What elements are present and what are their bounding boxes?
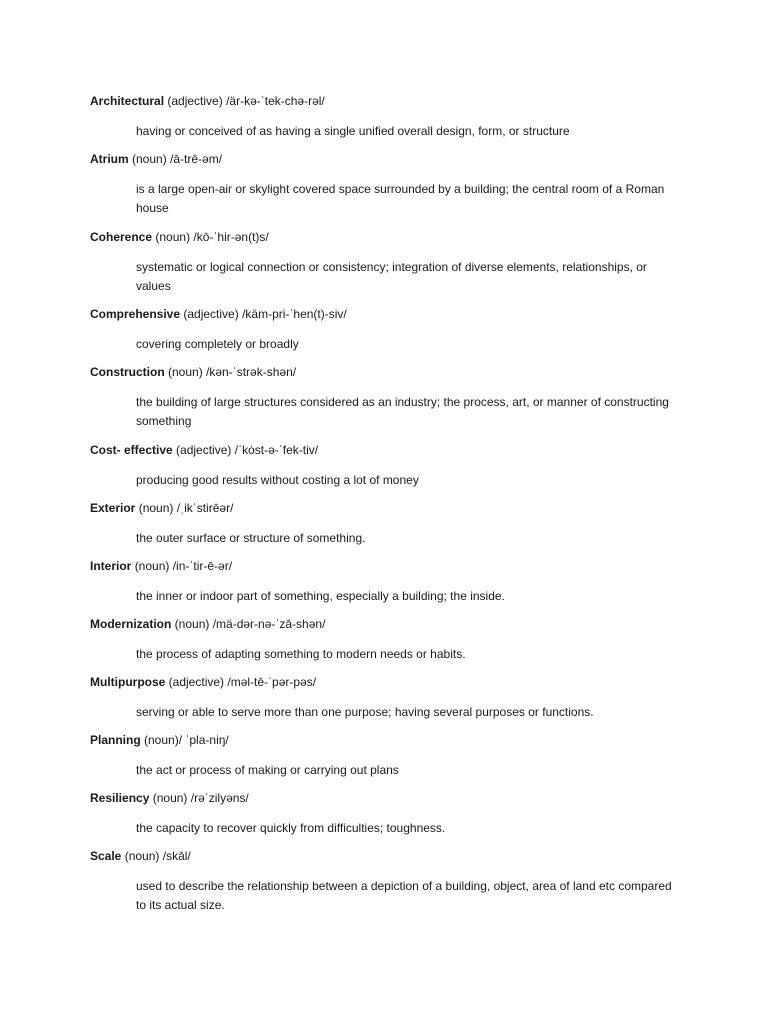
entry-part-of-speech: (noun)	[152, 791, 188, 805]
entry-definition: the inner or indoor part of something, especially a building; the inside.	[136, 589, 505, 603]
entry-pronunciation: /ā-trē-əm/	[170, 152, 223, 166]
entry-definition: the capacity to recover quickly from difficulties; toughness.	[136, 821, 446, 835]
entry-definition: used to describe the relationship between a depiction of a building, object, area of land etc compared to its actual size.	[136, 879, 672, 912]
entry-heading	[90, 443, 318, 457]
entry-pronunciation: /är-kə-ˈtek-chə-rəl/	[226, 94, 325, 108]
entry-term: Comprehensive	[90, 307, 181, 321]
entry-part-of-speech: (noun)/	[144, 733, 183, 747]
entry-term: Exterior	[90, 501, 136, 515]
entry-part-of-speech: (adjective)	[183, 307, 239, 321]
entry-pronunciation: /kō-ˈhir-ən(t)s/	[193, 230, 269, 244]
entry-heading	[90, 230, 269, 244]
entry-definition: serving or able to serve more than one purpose; having several purposes or functions.	[136, 705, 594, 719]
entry-heading	[90, 849, 191, 863]
entry-part-of-speech: (noun)	[155, 230, 191, 244]
entry-part-of-speech: (adjective)	[176, 443, 232, 457]
entry-pronunciation: /kən-ˈstrək-shən/	[206, 365, 297, 379]
entry-pronunciation: /ˈkȯst-ə-ˈfek-tiv/	[234, 443, 319, 457]
entry-heading	[90, 152, 222, 166]
entry-term: Cost- effective	[90, 443, 173, 457]
entry-heading	[90, 307, 347, 321]
entry-pronunciation: /käm-pri-ˈhen(t)-siv/	[242, 307, 347, 321]
entry-term: Architectural	[90, 94, 165, 108]
entry-definition: the building of large structures considered as an industry; the process, art, or manner of constructing something	[136, 395, 669, 428]
entry-definition: is a large open-air or skylight covered space surrounded by a building; the central room of a Roman house	[136, 182, 665, 215]
entry-heading	[90, 365, 296, 379]
entry-part-of-speech: (adjective)	[168, 675, 225, 689]
entry-part-of-speech: (noun)	[174, 617, 210, 631]
entry-definition: producing good results without costing a lot of money	[136, 473, 419, 487]
entry-term: Modernization	[90, 617, 172, 631]
entry-definition: the outer surface or structure of something.	[136, 531, 366, 545]
entry-term: Atrium	[90, 152, 129, 166]
entry-definition: systematic or logical connection or consistency; integration of diverse elements, relationships, or values	[136, 260, 647, 293]
entry-term: Resiliency	[90, 791, 150, 805]
entry-part-of-speech: (noun)	[124, 849, 160, 863]
entry-definition: the act or process of making or carrying out plans	[136, 763, 399, 777]
entry-heading	[90, 675, 316, 689]
entry-part-of-speech: (noun)	[132, 152, 167, 166]
entry-heading	[90, 617, 325, 631]
entry-heading	[90, 559, 232, 573]
entry-pronunciation: /ˌikˈstirēər/	[176, 501, 234, 515]
entry-pronunciation: /mä-dər-nə-ˈzā-shən/	[212, 617, 326, 631]
entry-heading	[90, 501, 233, 515]
entry-pronunciation: /məl-tē-ˈpər-pəs/	[227, 675, 317, 689]
entry-heading	[90, 791, 249, 805]
entry-definition: having or conceived of as having a single unified overall design, form, or structure	[136, 124, 570, 138]
entry-term: Planning	[90, 733, 141, 747]
entry-part-of-speech: (adjective)	[167, 94, 223, 108]
entry-definition: covering completely or broadly	[136, 337, 299, 351]
entry-term: Multipurpose	[90, 675, 166, 689]
entry-heading	[90, 733, 229, 747]
entry-part-of-speech: (noun)	[138, 501, 174, 515]
entry-part-of-speech: (noun)	[168, 365, 203, 379]
entry-term: Coherence	[90, 230, 153, 244]
entry-pronunciation: ˈpla-niŋ/	[185, 733, 229, 747]
entry-heading	[90, 94, 325, 108]
entry-term: Scale	[90, 849, 122, 863]
entry-term: Construction	[90, 365, 165, 379]
entry-part-of-speech: (noun)	[134, 559, 170, 573]
entry-pronunciation: /in-ˈtir-ē-ər/	[172, 559, 233, 573]
entry-term: Interior	[90, 559, 132, 573]
entry-definition: the process of adapting something to modern needs or habits.	[136, 647, 466, 661]
entry-pronunciation: /rəˈzilyəns/	[190, 791, 249, 805]
entry-pronunciation: /skāl/	[162, 849, 191, 863]
